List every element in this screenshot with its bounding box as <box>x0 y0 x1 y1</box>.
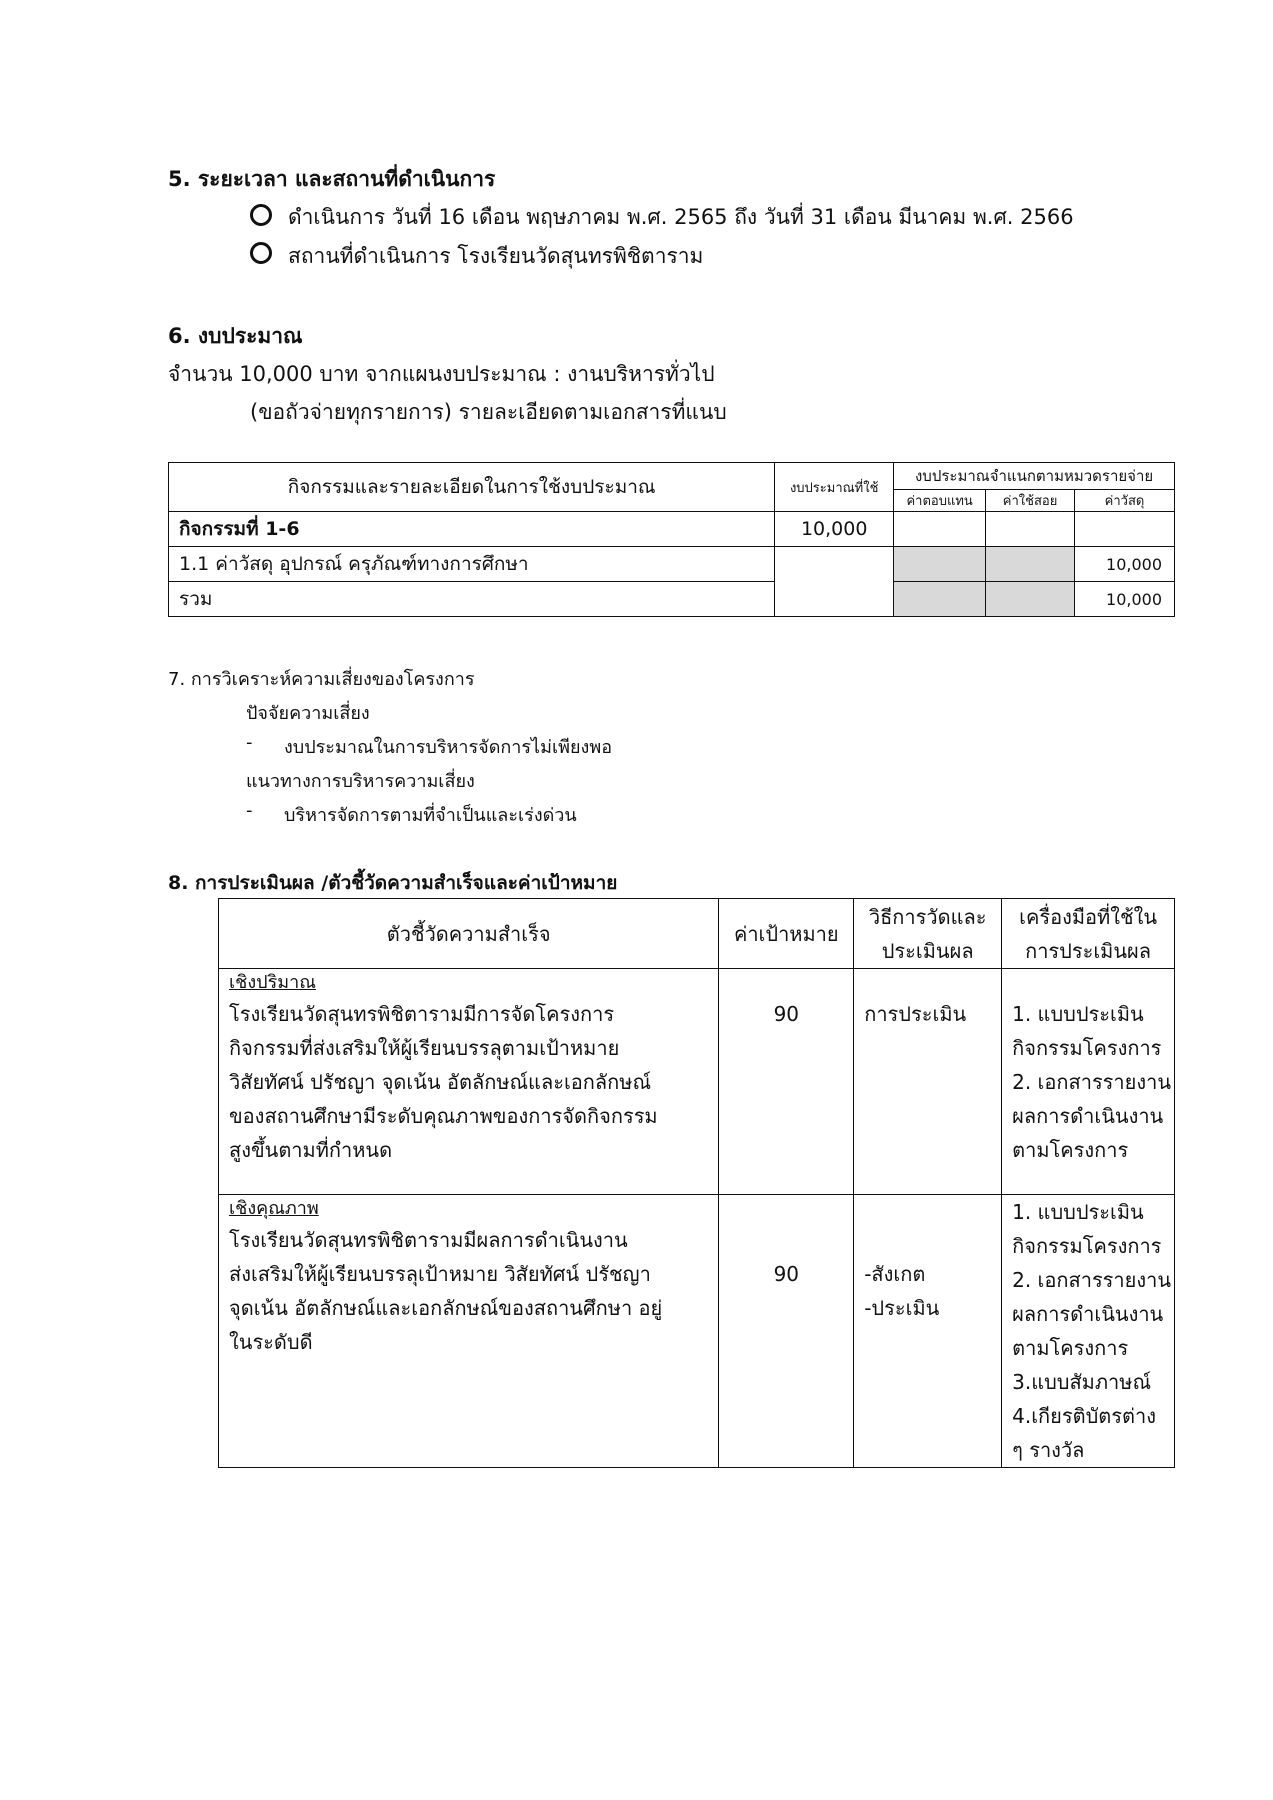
eval-tool-item: ผลการดำเนินงาน <box>1012 1302 1164 1326</box>
management-dash: - <box>246 800 253 821</box>
budget-cell <box>986 512 1075 547</box>
eval-header-method <box>854 899 1002 969</box>
eval-row-text: สูงขึ้นตามที่กำหนด <box>229 1138 393 1162</box>
section5-item-location: สถานที่ดำเนินการ โรงเรียนวัดสุนทรพิชิตาราม <box>288 244 704 268</box>
budget-header-amount: งบประมาณที่ใช้ <box>775 463 894 512</box>
budget-row-materials: 1.1 ค่าวัสดุ อุปกรณ์ ครุภัณฑ์ทางการศึกษา <box>169 547 775 582</box>
eval-tool-item: กิจกรรมโครงการ <box>1012 1234 1162 1258</box>
eval-tool-item: 1. แบบประเมิน <box>1012 1200 1144 1224</box>
section8-heading: 8. การประเมินผล /ตัวชี้วัดความสำเร็จและค่าเป้าหมาย <box>168 872 618 894</box>
budget-row-materials-value: 10,000 <box>1075 547 1175 582</box>
eval-row-quality-title: เชิงคุณภาพ <box>229 1198 319 1219</box>
eval-header-tool <box>1002 899 1175 969</box>
risk-factor-label: ปัจจัยความเสี่ยง <box>246 703 370 724</box>
eval-header-target: ค่าเป้าหมาย <box>719 899 854 969</box>
circle-bullet-icon <box>250 204 272 226</box>
eval-tool-item: ๆ รางวัล <box>1012 1438 1085 1462</box>
eval-row-text: โรงเรียนวัดสุนทรพิชิตารามมีผลการดำเนินงาน <box>229 1228 628 1252</box>
eval-tool-item: 1. แบบประเมิน <box>1012 1002 1144 1026</box>
section5-item-period: ดำเนินการ วันที่ 16 เดือน พฤษภาคม พ.ศ. 2565 ถึง วันที่ 31 เดือน มีนาคม พ.ศ. 2566 <box>288 205 1074 229</box>
eval-header-tool-line2: การประเมินผล <box>1025 938 1152 963</box>
eval-row-quantity-title: เชิงปริมาณ <box>229 972 316 993</box>
eval-tool-item: กิจกรรมโครงการ <box>1012 1036 1162 1060</box>
eval-header-method-line1: วิธีการวัดและ <box>868 904 987 929</box>
section6-amount: จำนวน 10,000 บาท จากแผนงบประมาณ : งานบริหารทั่วไป <box>168 362 715 386</box>
budget-table <box>168 462 1175 617</box>
section7-heading: 7. การวิเคราะห์ความเสี่ยงของโครงการ <box>168 669 475 690</box>
budget-cell-shaded <box>894 582 986 617</box>
eval-row-quantity-tools <box>1002 969 1175 1195</box>
eval-row-quality-tools <box>1002 1195 1175 1468</box>
budget-header-compensation: ค่าตอบแทน <box>894 490 986 512</box>
budget-header-activity: กิจกรรมและรายละเอียดในการใช้งบประมาณ <box>169 463 775 512</box>
eval-tool-item: ผลการดำเนินงาน <box>1012 1104 1164 1128</box>
eval-row-text: ส่งเสริมให้ผู้เรียนบรรลุเป้าหมาย วิสัยทัศน์ ปรัชญา <box>229 1262 651 1286</box>
budget-cell-shaded <box>986 582 1075 617</box>
budget-header-materials: ค่าวัสดุ <box>1075 490 1175 512</box>
budget-cell <box>894 512 986 547</box>
budget-row-activity: กิจกรรมที่ 1-6 <box>169 512 775 547</box>
eval-tool-item: ตามโครงการ <box>1012 1138 1129 1162</box>
eval-method-item: -สังเกต <box>864 1262 926 1286</box>
budget-cell-shaded <box>894 547 986 582</box>
budget-row-total-value: 10,000 <box>1075 582 1175 617</box>
eval-row-quantity-target: 90 <box>719 969 854 1195</box>
section6-note: (ขอถัวจ่ายทุกรายการ) รายละเอียดตามเอกสารที่แนบ <box>250 400 727 424</box>
eval-tool-item: 3.แบบสัมภาษณ์ <box>1012 1370 1152 1394</box>
eval-header-method-line2: ประเมินผล <box>881 938 974 963</box>
eval-row-text: ในระดับดี <box>229 1330 313 1354</box>
section6-heading: 6. งบประมาณ <box>168 324 303 348</box>
budget-cell <box>775 547 894 617</box>
eval-row-text: จุดเน้น อัตลักษณ์และเอกลักษณ์ของสถานศึกษา อยู่ <box>229 1296 663 1320</box>
eval-header-tool-line1: เครื่องมือที่ใช้ใน <box>1019 904 1157 929</box>
budget-header-category: งบประมาณจำแนกตามหมวดรายจ่าย <box>894 463 1175 490</box>
risk-management-label: แนวทางการบริหารความเสี่ยง <box>246 771 475 792</box>
section5-heading: 5. ระยะเวลา และสถานที่ดำเนินการ <box>168 167 496 191</box>
eval-row-quality-indicator <box>219 1195 719 1468</box>
eval-method-item: -ประเมิน <box>864 1296 940 1320</box>
budget-row-total: รวม <box>169 582 775 617</box>
budget-cell <box>1075 512 1175 547</box>
risk-management-item: บริหารจัดการตามที่จำเป็นและเร่งด่วน <box>284 805 577 826</box>
budget-cell-shaded <box>986 547 1075 582</box>
eval-row-text: ของสถานศึกษามีระดับคุณภาพของการจัดกิจกรรม <box>229 1104 658 1128</box>
eval-row-quality-target: 90 <box>719 1195 854 1468</box>
eval-row-quality-method <box>854 1195 1002 1468</box>
risk-dash: - <box>246 732 253 753</box>
eval-row-quantity-indicator <box>219 969 719 1195</box>
eval-tool-item: ตามโครงการ <box>1012 1336 1129 1360</box>
budget-row-activity-amount: 10,000 <box>775 512 894 547</box>
eval-row-quantity-method: การประเมิน <box>854 969 1002 1195</box>
eval-header-indicator: ตัวชี้วัดความสำเร็จ <box>219 899 719 969</box>
circle-bullet-icon <box>250 242 272 264</box>
risk-factor-item: งบประมาณในการบริหารจัดการไม่เพียงพอ <box>284 737 613 758</box>
eval-tool-item: 2. เอกสารรายงาน <box>1012 1268 1172 1292</box>
evaluation-table <box>218 898 1175 1468</box>
eval-tool-item: 4.เกียรติบัตรต่าง <box>1012 1404 1156 1428</box>
eval-tool-item: 2. เอกสารรายงาน <box>1012 1070 1172 1094</box>
budget-header-usage: ค่าใช้สอย <box>986 490 1075 512</box>
eval-row-text: โรงเรียนวัดสุนทรพิชิตารามมีการจัดโครงการ <box>229 1002 615 1026</box>
eval-row-text: วิสัยทัศน์ ปรัชญา จุดเน้น อัตลักษณ์และเอกลักษณ์ <box>229 1070 652 1094</box>
eval-row-text: กิจกรรมที่ส่งเสริมให้ผู้เรียนบรรลุตามเป้าหมาย <box>229 1036 620 1060</box>
